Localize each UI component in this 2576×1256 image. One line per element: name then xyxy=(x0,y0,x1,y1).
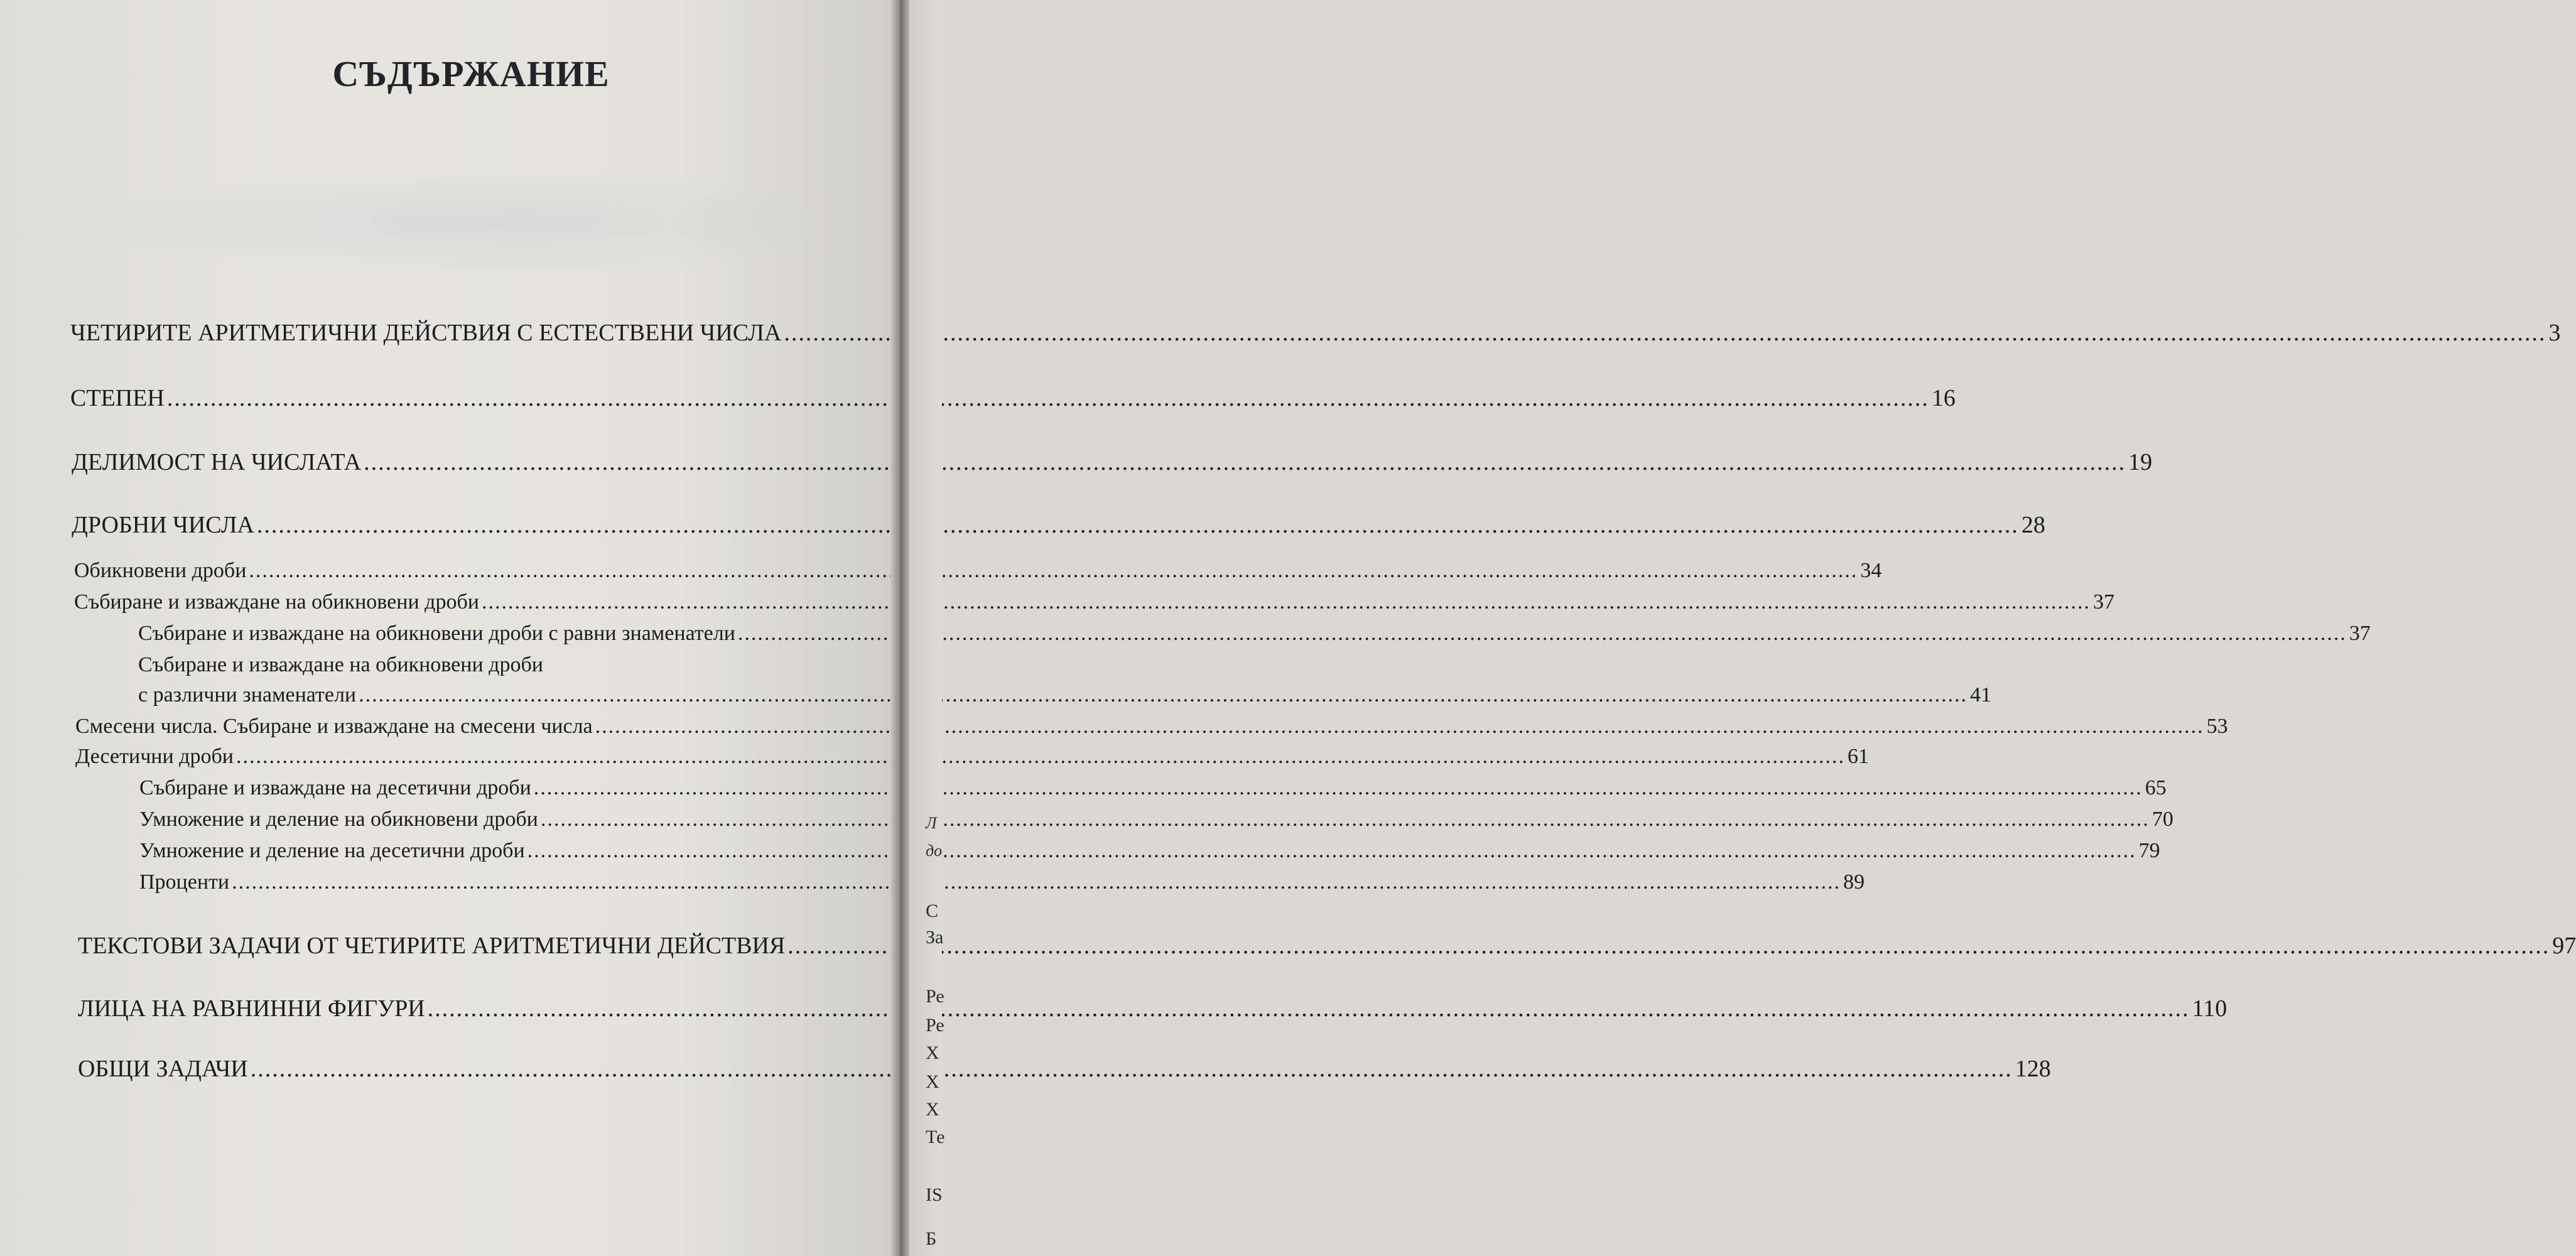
toc-entry-label: Събиране и изваждане на десетични дроби xyxy=(139,776,531,799)
facing-page-text: Те xyxy=(926,1127,945,1147)
toc-entry-page: 34 xyxy=(1860,559,1882,582)
toc-leader-dots xyxy=(428,995,2190,1022)
facing-page-edge xyxy=(909,0,942,1256)
toc-entry xyxy=(70,384,1956,412)
toc-leader-dots xyxy=(359,683,1967,707)
toc-entry-label-line1: Събиране и изваждане на обикновени дроби xyxy=(138,653,543,676)
toc-entry-label: ДЕЛИМОСТ НА ЧИСЛАТА xyxy=(72,449,362,475)
toc-leader-dots xyxy=(257,511,2019,539)
toc-entry-page: 65 xyxy=(2145,776,2167,799)
facing-page-text: Л xyxy=(926,814,937,832)
toc-entry-page: 89 xyxy=(1843,870,1865,894)
toc-entry xyxy=(72,448,2153,476)
facing-page-text: Ре xyxy=(926,986,944,1007)
toc-entry-label: ДРОБНИ ЧИСЛА xyxy=(72,512,254,538)
toc-leader-dots xyxy=(482,590,2091,614)
facing-page-text: С xyxy=(926,901,939,921)
facing-page-text: IS xyxy=(926,1184,943,1205)
toc-entry xyxy=(75,745,1869,769)
facing-page-text: Ре xyxy=(926,1015,944,1036)
page-title: СЪДЪРЖАНИЕ xyxy=(332,53,610,94)
toc-entry-page: 19 xyxy=(2128,449,2153,475)
toc-entry xyxy=(139,808,2173,831)
toc-entry xyxy=(75,715,2228,739)
toc-entry-page: 97 xyxy=(2552,933,2576,959)
toc-entry-label: с различни знаменатели xyxy=(138,683,357,706)
toc-leader-dots xyxy=(236,745,1845,769)
toc-leader-dots xyxy=(595,715,2204,739)
toc-entry-page: 53 xyxy=(2206,715,2228,738)
toc-entry-page: 128 xyxy=(2015,1056,2051,1082)
toc-entry-page: 79 xyxy=(2138,839,2160,862)
toc-entry-page: 41 xyxy=(1970,683,1992,706)
toc-entry-label: Десетични дроби xyxy=(75,745,234,768)
toc-leader-dots xyxy=(528,839,2136,863)
toc-entry xyxy=(74,590,2114,614)
toc-entry xyxy=(78,1055,2051,1083)
toc-leader-dots xyxy=(787,932,2550,960)
toc-entry-label: Умножение и деление на обикновени дроби xyxy=(139,808,538,831)
facing-page-text: За xyxy=(926,927,944,948)
toc-entry xyxy=(74,559,1882,583)
toc-leader-dots xyxy=(251,1055,2013,1083)
toc-entry xyxy=(138,622,2371,646)
toc-entry-label: Проценти xyxy=(139,870,230,894)
facing-page-text: Х xyxy=(926,1099,939,1120)
toc-entry-label: Събиране и изваждане на обикновени дроби xyxy=(74,590,479,614)
toc-leader-dots xyxy=(364,448,2126,476)
toc-entry-page: 16 xyxy=(1931,385,1956,411)
toc-entry-label: Смесени числа. Събиране и изваждане на смесени числа xyxy=(75,715,593,738)
toc-entry-page: 110 xyxy=(2192,995,2227,1022)
toc-entry xyxy=(139,870,1865,894)
toc-entry-page: 37 xyxy=(2349,622,2371,645)
facing-page-text: Б xyxy=(926,1228,937,1249)
book-gutter xyxy=(890,0,909,1256)
toc-entry-page: 70 xyxy=(2151,808,2173,831)
toc-entry xyxy=(72,511,2045,539)
toc-entry-page: 3 xyxy=(2548,320,2561,346)
toc-entry xyxy=(139,776,2167,800)
toc-entry-page: 61 xyxy=(1847,745,1869,768)
facing-page-text: Х xyxy=(926,1071,939,1092)
toc-entry-label: ОБЩИ ЗАДАЧИ xyxy=(78,1056,248,1082)
facing-page-text: до xyxy=(926,842,943,860)
toc-leader-dots xyxy=(249,559,1858,583)
toc-entry-label: Събиране и изваждане на обикновени дроби с равни знаменатели xyxy=(138,622,735,645)
toc-entry xyxy=(138,683,1992,707)
toc-entry-label: Умножение и деление на десетични дроби xyxy=(139,839,525,862)
toc-entry-label: ЛИЦА НА РАВНИННИ ФИГУРИ xyxy=(78,995,425,1022)
toc-entry-label: ТЕКСТОВИ ЗАДАЧИ ОТ ЧЕТИРИТЕ АРИТМЕТИЧНИ ДЕЙСТВИЯ xyxy=(78,933,786,959)
toc-leader-dots xyxy=(784,319,2546,347)
toc-entry-label: ЧЕТИРИТЕ АРИТМЕТИЧНИ ДЕЙСТВИЯ С ЕСТЕСТВЕНИ ЧИСЛА xyxy=(70,320,782,346)
toc-entry xyxy=(70,319,2561,347)
toc-leader-dots xyxy=(541,808,2150,831)
toc-leader-dots xyxy=(167,384,1929,412)
toc-entry-label: Обикновени дроби xyxy=(74,559,247,582)
toc-entry-label: СТЕПЕН xyxy=(70,385,165,411)
toc-leader-dots xyxy=(534,776,2143,800)
toc-entry xyxy=(78,932,2576,960)
toc-entry-page: 37 xyxy=(2092,590,2114,614)
toc-leader-dots xyxy=(738,622,2347,646)
toc-leader-dots xyxy=(232,870,1841,894)
toc-entry-page: 28 xyxy=(2021,512,2045,538)
facing-page-text: Х xyxy=(926,1042,939,1063)
